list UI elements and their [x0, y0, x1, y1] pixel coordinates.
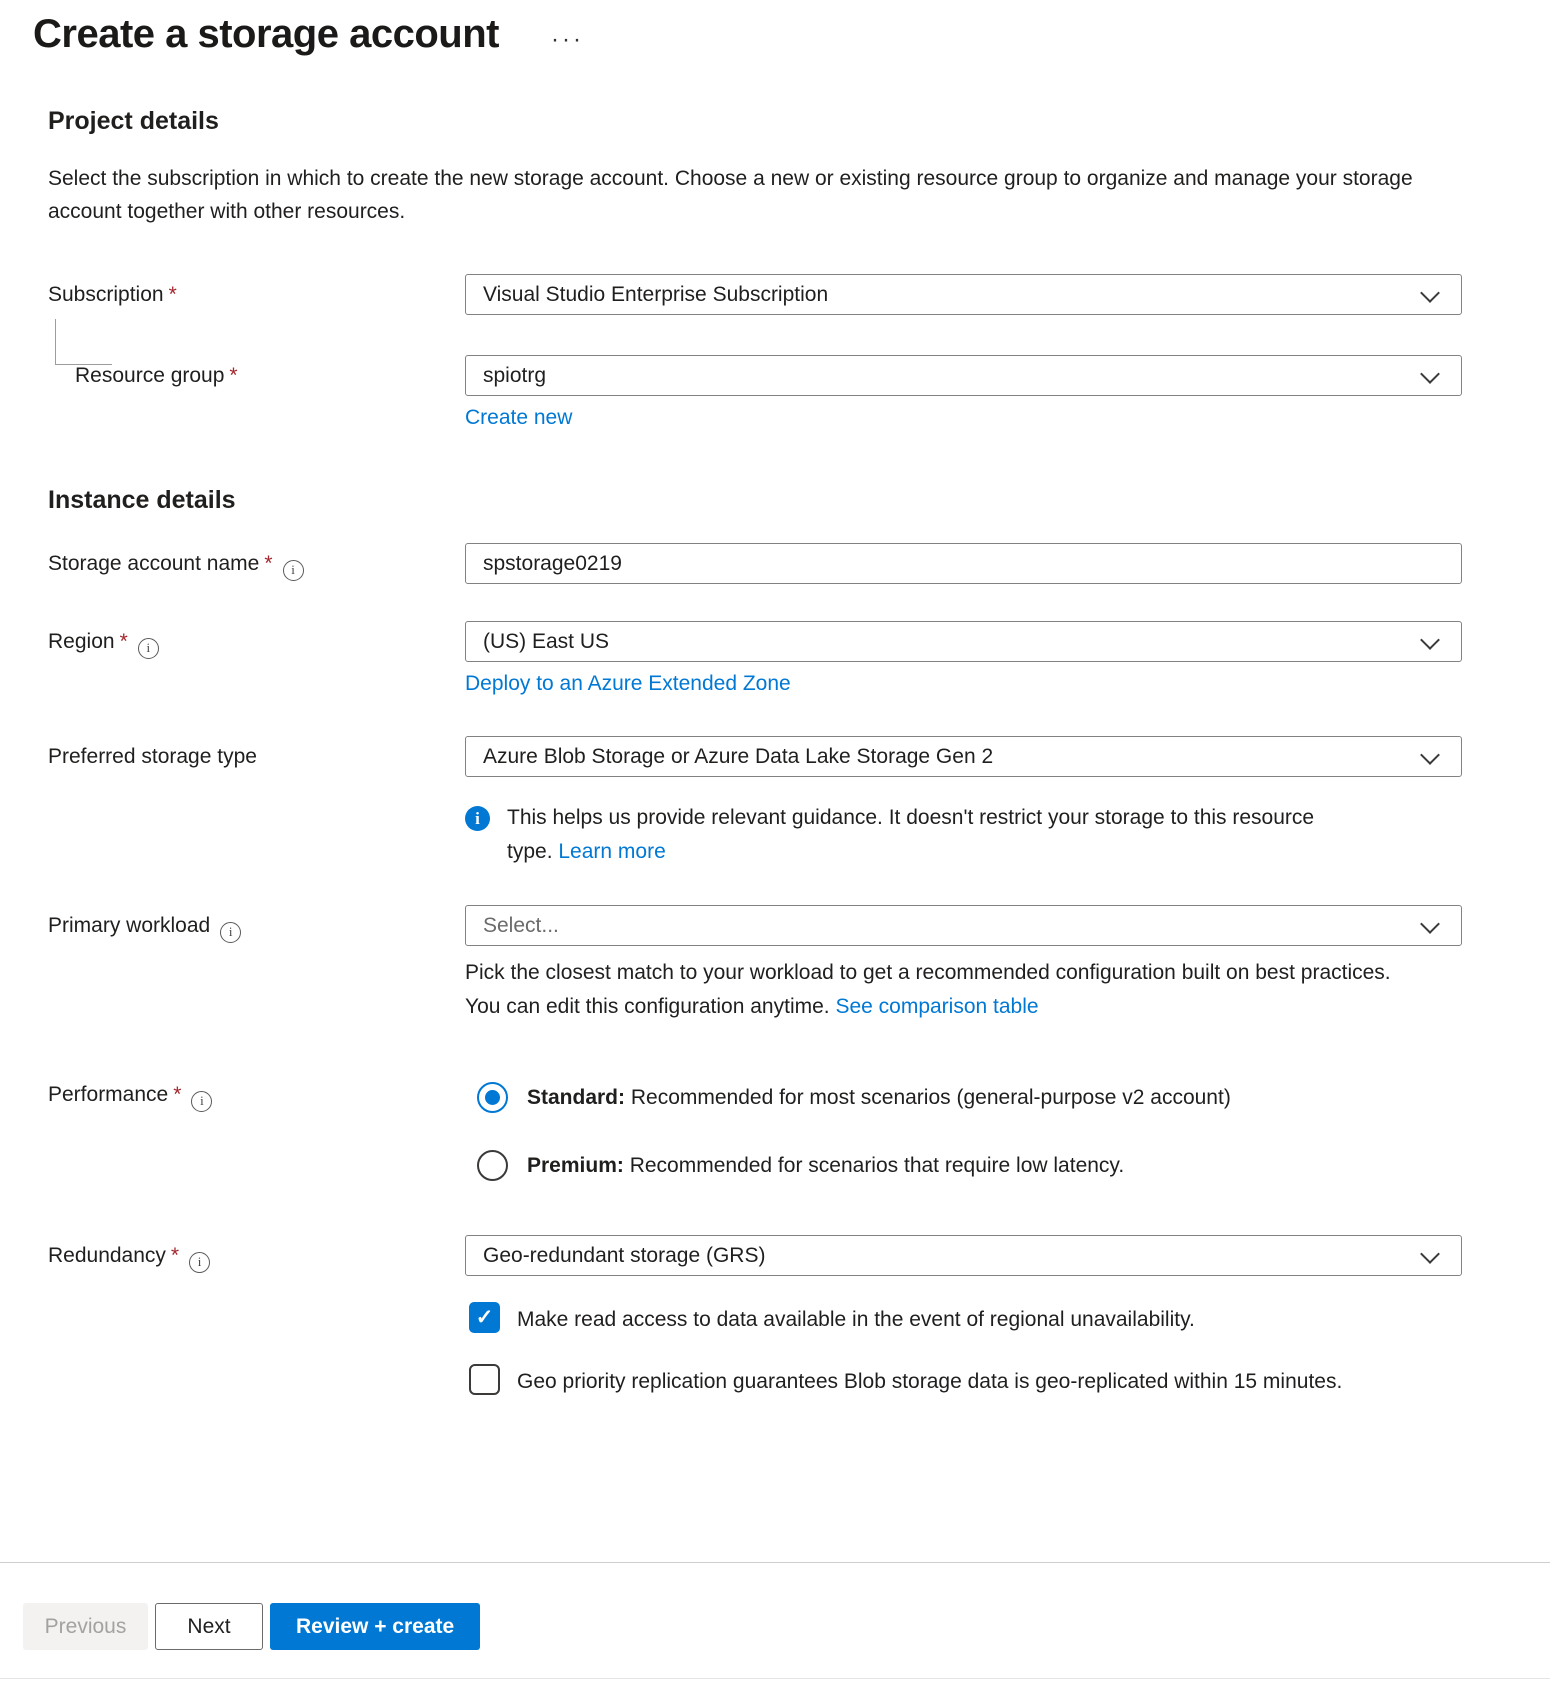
preferred-storage-type-value: Azure Blob Storage or Azure Data Lake Storage Gen 2 — [483, 744, 994, 768]
performance-premium-text: Premium: Recommended for scenarios that require low latency. — [527, 1154, 1125, 1177]
required-asterisk: * — [229, 364, 238, 387]
see-comparison-table-link[interactable]: See comparison table — [835, 995, 1039, 1018]
resource-group-selected-value: spiotrg — [483, 363, 547, 387]
chevron-down-icon — [1420, 914, 1440, 934]
extended-zone-link[interactable]: Deploy to an Azure Extended Zone — [465, 672, 791, 695]
chevron-down-icon — [1420, 364, 1440, 384]
redundancy-label: Redundancy * i — [0, 1235, 465, 1273]
project-details-heading: Project details — [48, 107, 219, 135]
instance-details-heading: Instance details — [48, 486, 236, 514]
redundancy-row — [0, 1235, 1550, 1398]
performance-standard-radio[interactable] — [477, 1082, 1462, 1113]
primary-workload-row — [0, 905, 1550, 1024]
region-row — [0, 621, 1550, 696]
resource-group-select[interactable] — [465, 355, 1462, 396]
page-header — [0, 0, 1550, 57]
primary-workload-placeholder: Select... — [483, 913, 559, 937]
subscription-select[interactable] — [465, 274, 1462, 315]
storage-type-info-text: This helps us provide relevant guidance. It doesn't restrict your storage to this resource type. Learn more — [507, 806, 1315, 863]
learn-more-link[interactable]: Learn more — [558, 840, 666, 863]
info-icon[interactable]: i — [138, 638, 159, 659]
performance-premium-radio[interactable] — [477, 1150, 1462, 1181]
chevron-down-icon — [1420, 283, 1440, 303]
primary-workload-helper-text: Pick the closest match to your workload to get a recommended configuration built on best practices. You can edit this configuration anytime. See comparison table — [465, 961, 1391, 1018]
info-icon[interactable]: i — [283, 560, 304, 581]
performance-standard-text: Standard: Recommended for most scenarios (general-purpose v2 account) — [527, 1086, 1231, 1109]
required-asterisk: * — [168, 283, 177, 306]
radio-selected-icon — [477, 1082, 508, 1113]
read-access-checkbox-label: Make read access to data available in the event of regional unavailability. — [517, 1308, 1195, 1331]
required-asterisk: * — [173, 1083, 182, 1106]
hierarchy-connector-line — [55, 319, 112, 365]
region-selected-value: (US) East US — [483, 629, 610, 653]
subscription-selected-value: Visual Studio Enterprise Subscription — [483, 282, 829, 306]
create-new-link[interactable]: Create new — [465, 406, 573, 429]
next-button[interactable]: Next — [155, 1603, 263, 1650]
storage-account-name-label: Storage account name * i — [0, 543, 465, 581]
redundancy-select[interactable] — [465, 1235, 1462, 1276]
performance-row — [0, 1074, 1550, 1181]
more-options-icon[interactable]: ··· — [550, 25, 584, 53]
preferred-storage-type-select[interactable] — [465, 736, 1462, 777]
checkbox-unchecked-icon — [469, 1364, 500, 1395]
region-select[interactable] — [465, 621, 1462, 662]
resource-group-row — [0, 355, 1550, 430]
info-filled-icon: i — [465, 806, 490, 831]
radio-unselected-icon — [477, 1150, 508, 1181]
read-access-checkbox-row[interactable] — [469, 1302, 1462, 1336]
checkbox-checked-icon: ✓ — [469, 1302, 500, 1333]
chevron-down-icon — [1420, 630, 1440, 650]
primary-workload-label: Primary workload i — [0, 905, 465, 943]
primary-workload-select[interactable] — [465, 905, 1462, 946]
geo-priority-checkbox-label: Geo priority replication guarantees Blob storage data is geo-replicated within 15 minutes. — [517, 1370, 1343, 1393]
page-title: Create a storage account — [33, 12, 499, 56]
chevron-down-icon — [1420, 745, 1440, 765]
storage-account-name-value: spstorage0219 — [483, 551, 622, 575]
previous-button[interactable]: Previous — [23, 1603, 148, 1650]
info-icon[interactable]: i — [189, 1252, 210, 1273]
resource-group-label: Resource group * — [0, 355, 465, 388]
storage-account-name-row — [0, 543, 1550, 584]
required-asterisk: * — [119, 630, 128, 653]
storage-account-name-input[interactable] — [465, 543, 1462, 584]
project-details-description: Select the subscription in which to create the new storage account. Choose a new or existing resource group to organize and manage your storage account together with other resources. — [48, 167, 1413, 223]
preferred-storage-type-row — [0, 736, 1550, 869]
footer-buttons — [23, 1603, 1550, 1650]
preferred-storage-type-label: Preferred storage type — [48, 745, 257, 768]
performance-label: Performance * i — [0, 1074, 465, 1112]
info-icon[interactable]: i — [220, 922, 241, 943]
subscription-row — [0, 274, 1550, 315]
storage-type-info-note — [465, 801, 1462, 869]
required-asterisk: * — [170, 1244, 180, 1267]
redundancy-selected-value: Geo-redundant storage (GRS) — [483, 1243, 766, 1267]
subscription-label: Subscription * — [48, 283, 177, 306]
info-icon[interactable]: i — [191, 1091, 212, 1112]
wizard-footer — [0, 1562, 1550, 1681]
geo-priority-checkbox-row[interactable] — [469, 1364, 1462, 1398]
region-label: Region * i — [0, 621, 465, 659]
review-create-button[interactable]: Review + create — [270, 1603, 480, 1650]
required-asterisk: * — [264, 552, 273, 575]
chevron-down-icon — [1420, 1244, 1440, 1264]
